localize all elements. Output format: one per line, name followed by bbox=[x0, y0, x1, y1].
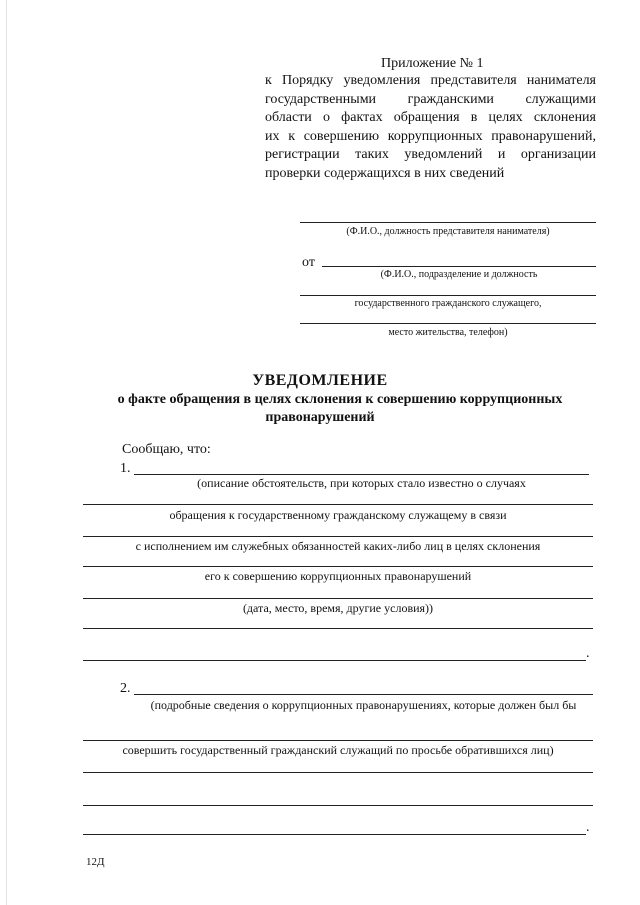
from-label: от bbox=[302, 255, 315, 270]
appendix-text bbox=[265, 72, 596, 183]
item2-field-line[interactable] bbox=[83, 740, 593, 741]
intro-text: Сообщаю, что: bbox=[122, 442, 211, 457]
item1-field-line[interactable] bbox=[83, 536, 593, 537]
appendix-line: их к совершению коррупционных правонарушений, bbox=[265, 128, 596, 144]
item1-field-line[interactable] bbox=[83, 660, 586, 661]
appendix-line: регистрации таких уведомлений и организации bbox=[265, 147, 596, 162]
item1-field-line[interactable] bbox=[83, 598, 593, 599]
item1-field-line[interactable] bbox=[83, 566, 593, 567]
appendix-line: к Порядку уведомления представителя нанимателя bbox=[265, 73, 596, 88]
document-subtitle-line2: правонарушений bbox=[265, 410, 375, 425]
item1-caption: (описание обстоятельств, при которых стало известно о случаях bbox=[197, 476, 526, 490]
contacts-field[interactable] bbox=[300, 323, 596, 324]
item1-field-line[interactable] bbox=[83, 504, 593, 505]
page-code: 12Д bbox=[86, 856, 105, 868]
contacts-caption: место жительства, телефон) bbox=[388, 327, 508, 338]
item1-caption: его к совершению коррупционных правонарушений bbox=[204, 569, 472, 583]
document-title: УВЕДОМЛЕНИЕ bbox=[252, 372, 388, 389]
item2-end-mark: . bbox=[586, 820, 590, 835]
employee-caption: (Ф.И.О., подразделение и должность bbox=[380, 269, 538, 280]
appendix-title: Приложение № 1 bbox=[381, 56, 484, 71]
document-subtitle-line1: о факте обращения в целях склонения к совершению коррупционных bbox=[117, 392, 563, 407]
servant-field[interactable] bbox=[300, 295, 596, 296]
item2-number: 2. bbox=[120, 681, 131, 696]
item1-field-line[interactable] bbox=[83, 628, 593, 629]
item1-caption: с исполнением им служебных обязанностей каких-либо лиц в целях склонения bbox=[135, 539, 541, 553]
item2-caption: совершить государственный гражданский служащий по просьбе обратившихся лиц) bbox=[122, 743, 554, 757]
item2-field-line[interactable] bbox=[83, 805, 593, 806]
item1-end-mark: . bbox=[586, 646, 590, 661]
employer-name-field[interactable] bbox=[300, 222, 596, 223]
item1-field-line[interactable] bbox=[134, 474, 589, 475]
item1-caption: обращения к государственному гражданскому служащему в связи bbox=[169, 508, 507, 522]
item2-field-line[interactable] bbox=[83, 772, 593, 773]
item1-caption: (дата, место, время, другие условия)) bbox=[242, 601, 434, 615]
appendix-line: государственными гражданскими служащими bbox=[265, 91, 596, 107]
employee-name-field[interactable] bbox=[322, 266, 596, 267]
employer-caption: (Ф.И.О., должность представителя нанимателя) bbox=[346, 226, 550, 237]
appendix-line: области о фактах обращения в целях склонения bbox=[265, 110, 596, 125]
item1-number: 1. bbox=[120, 461, 131, 476]
appendix-line: проверки содержащихся в них сведений bbox=[265, 165, 505, 181]
item2-field-line[interactable] bbox=[83, 834, 586, 835]
servant-caption: государственного гражданского служащего, bbox=[354, 298, 542, 309]
item2-field-line[interactable] bbox=[134, 694, 593, 695]
item2-caption: (подробные сведения о коррупционных правонарушениях, которые должен был бы bbox=[150, 698, 577, 712]
scan-edge bbox=[6, 0, 7, 905]
